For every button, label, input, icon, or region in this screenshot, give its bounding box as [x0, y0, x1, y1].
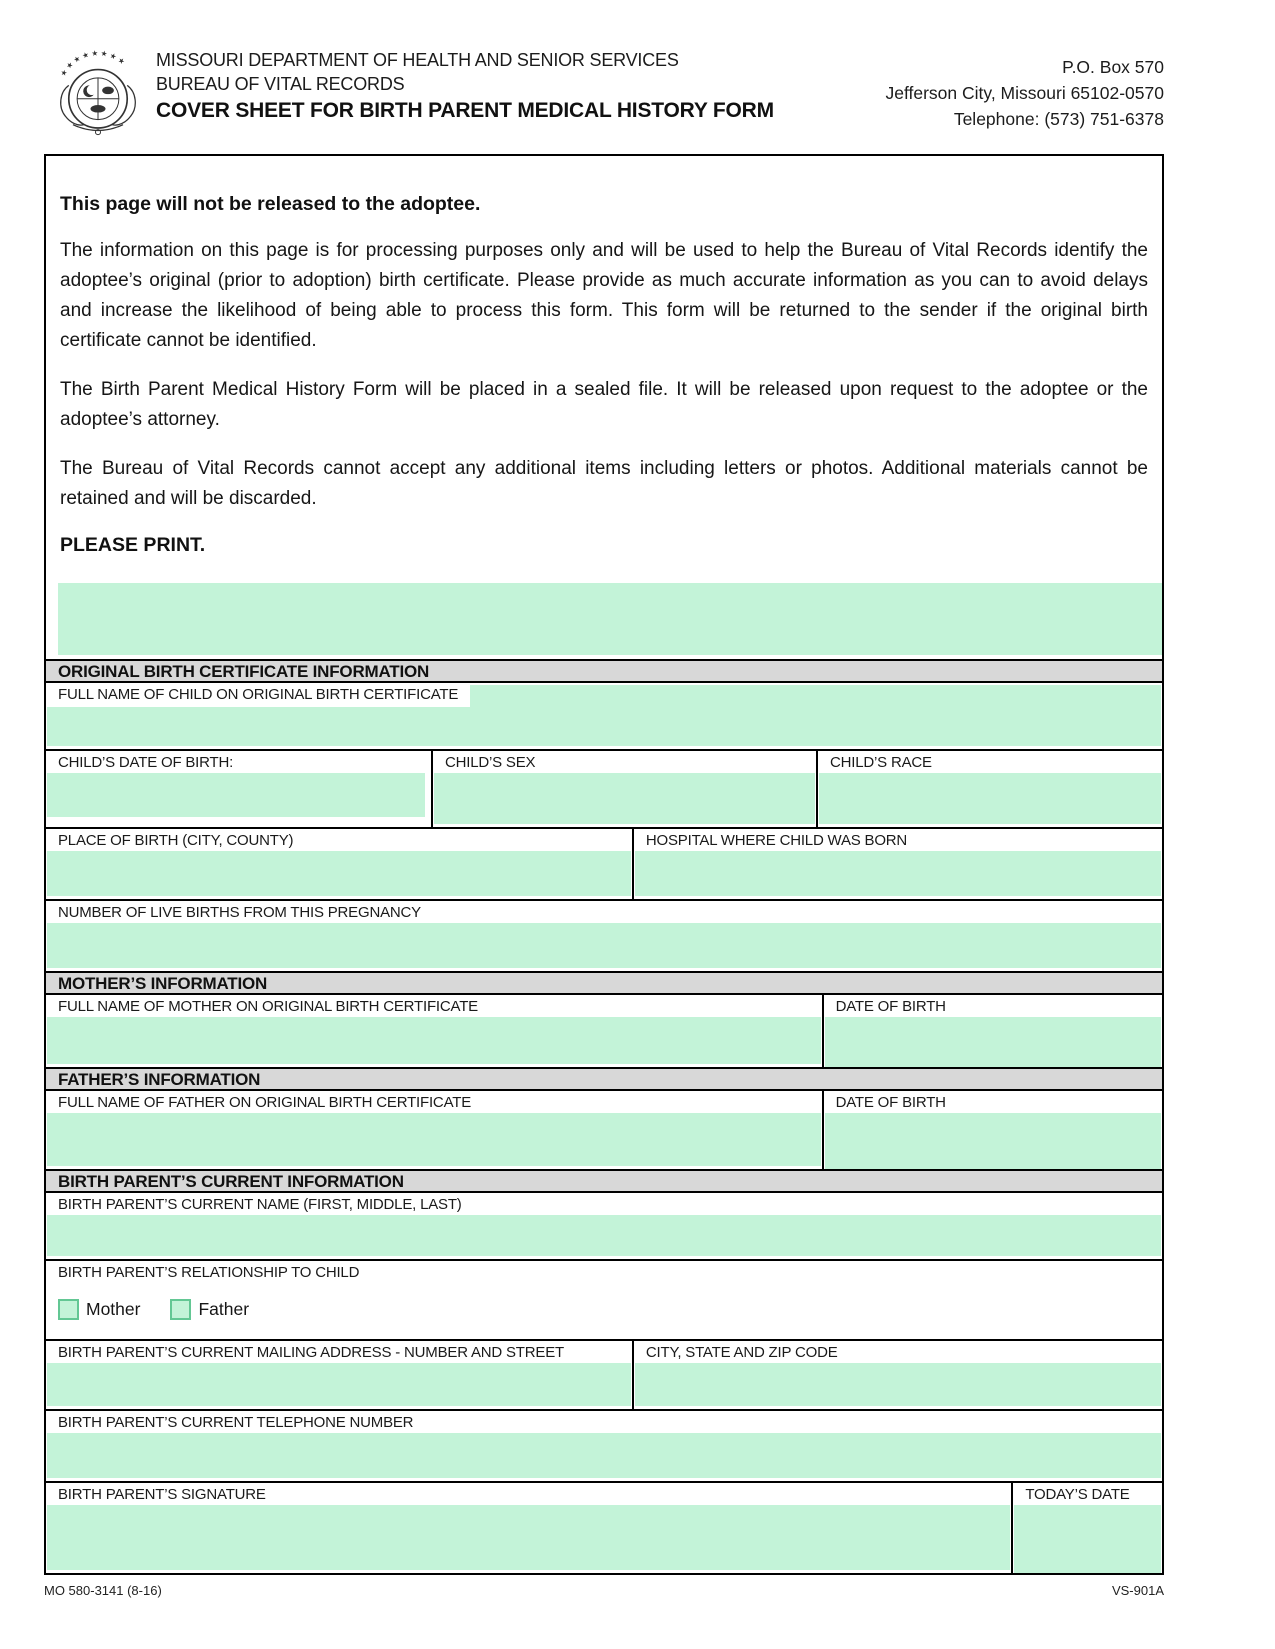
- please-print-label: PLEASE PRINT.: [60, 534, 206, 556]
- child-full-name-label: FULL NAME OF CHILD ON ORIGINAL BIRTH CERTIFICATE: [46, 683, 470, 707]
- child-sex-cell: [431, 751, 816, 827]
- intro-text: [46, 156, 1162, 557]
- relationship-checkbox-group: [58, 1299, 1162, 1320]
- city-state-zip-label: CITY, STATE AND ZIP CODE: [645, 1344, 838, 1361]
- child-sex-label: CHILD’S SEX: [445, 754, 536, 771]
- hospital-label: HOSPITAL WHERE CHILD WAS BORN: [645, 832, 908, 849]
- intro-paragraph-3: The Bureau of Vital Records cannot accept any additional items including letters or photos. Additional materials cannot be retained and will be discarded.: [60, 458, 1148, 509]
- signature-field[interactable]: [47, 1505, 1010, 1570]
- live-births-label: NUMBER OF LIVE BIRTHS FROM THIS PREGNANCY: [58, 904, 421, 921]
- todays-date-cell: [1011, 1483, 1162, 1573]
- mother-name-label: FULL NAME OF MOTHER ON ORIGINAL BIRTH CERTIFICATE: [58, 998, 478, 1015]
- bureau-name: BUREAU OF VITAL RECORDS: [156, 74, 405, 94]
- relationship-cell: [46, 1261, 1162, 1339]
- row-place-hospital: [46, 829, 1162, 901]
- address-po-box: P.O. Box 570: [1062, 57, 1164, 77]
- address-city-line: Jefferson City, Missouri 65102-0570: [885, 83, 1164, 103]
- row-mother: [46, 995, 1162, 1067]
- row-child-name: [46, 683, 1162, 751]
- signature-cell: [46, 1483, 1011, 1573]
- city-state-zip-field[interactable]: [635, 1363, 1161, 1406]
- relationship-mother-label: Mother: [86, 1299, 141, 1319]
- agency-name: MISSOURI DEPARTMENT OF HEALTH AND SENIOR SERVICES: [156, 50, 679, 70]
- child-sex-field[interactable]: [434, 773, 815, 824]
- section-original-birth-certificate: ORIGINAL BIRTH CERTIFICATE INFORMATION: [46, 659, 1162, 683]
- row-telephone: [46, 1411, 1162, 1483]
- child-race-label: CHILD’S RACE: [830, 754, 932, 771]
- place-of-birth-field[interactable]: [47, 851, 631, 896]
- father-dob-cell: [822, 1091, 1162, 1169]
- mother-dob-cell: [822, 995, 1162, 1067]
- address-telephone: Telephone: (573) 751-6378: [953, 109, 1164, 129]
- child-dob-cell: [46, 751, 431, 827]
- father-name-field[interactable]: [47, 1113, 821, 1166]
- current-name-label: BIRTH PARENT’S CURRENT NAME (FIRST, MIDDLE, LAST): [58, 1196, 462, 1213]
- form-footer: [44, 1583, 1164, 1598]
- row-father: [46, 1091, 1162, 1169]
- missouri-state-seal-icon: [56, 42, 140, 138]
- live-births-field[interactable]: [47, 923, 1161, 968]
- mailing-address-field[interactable]: [47, 1363, 631, 1406]
- relationship-father-checkbox[interactable]: [170, 1299, 191, 1320]
- todays-date-label: TODAY’S DATE: [1025, 1486, 1130, 1503]
- telephone-label: BIRTH PARENT’S CURRENT TELEPHONE NUMBER: [58, 1414, 414, 1431]
- row-live-births: [46, 901, 1162, 971]
- place-of-birth-label: PLACE OF BIRTH (CITY, COUNTY): [58, 832, 294, 849]
- child-race-field[interactable]: [819, 773, 1161, 824]
- mother-name-cell: [46, 995, 822, 1067]
- child-race-cell: [816, 751, 1162, 827]
- relationship-father-label: Father: [198, 1299, 250, 1319]
- section-birth-parent-current: BIRTH PARENT’S CURRENT INFORMATION: [46, 1169, 1162, 1193]
- print-area-field[interactable]: [58, 583, 1162, 655]
- father-dob-field[interactable]: [825, 1113, 1161, 1169]
- todays-date-field[interactable]: [1014, 1505, 1161, 1573]
- mother-name-field[interactable]: [47, 1017, 821, 1064]
- mother-dob-label: DATE OF BIRTH: [835, 998, 946, 1015]
- telephone-field[interactable]: [47, 1433, 1161, 1478]
- hospital-field[interactable]: [635, 851, 1161, 896]
- mailing-address-cell: [46, 1341, 632, 1409]
- row-signature: [46, 1483, 1162, 1573]
- form-code: VS-901A: [1111, 1583, 1164, 1598]
- signature-label: BIRTH PARENT’S SIGNATURE: [58, 1486, 266, 1503]
- current-name-cell: [46, 1193, 1162, 1259]
- father-dob-label: DATE OF BIRTH: [835, 1094, 946, 1111]
- section-father-information: FATHER’S INFORMATION: [46, 1067, 1162, 1091]
- hospital-cell: [632, 829, 1162, 899]
- mailing-address-label: BIRTH PARENT’S CURRENT MAILING ADDRESS - NUMBER AND STREET: [58, 1344, 564, 1361]
- child-dob-field[interactable]: [47, 773, 425, 817]
- agency-address: [885, 42, 1164, 132]
- mother-dob-field[interactable]: [825, 1017, 1161, 1067]
- form-title: COVER SHEET FOR BIRTH PARENT MEDICAL HISTORY FORM: [156, 99, 774, 122]
- telephone-cell: [46, 1411, 1162, 1481]
- city-state-zip-cell: [632, 1341, 1162, 1409]
- form-number: MO 580-3141 (8-16): [44, 1583, 162, 1598]
- row-child-dob-sex-race: [46, 751, 1162, 829]
- place-of-birth-cell: [46, 829, 632, 899]
- form-body: [44, 154, 1164, 1575]
- child-name-cell: [46, 683, 1162, 749]
- live-births-cell: [46, 901, 1162, 971]
- current-name-field[interactable]: [47, 1215, 1161, 1256]
- relationship-mother-checkbox[interactable]: [58, 1299, 79, 1320]
- intro-paragraph-2: The Birth Parent Medical History Form will be placed in a sealed file. It will be released upon request to the adoptee or the adoptee’s attorney.: [60, 379, 1148, 430]
- svg-text:★ ★ ★ ★ ★ ★ ★ ★: ★ ★ ★ ★ ★ ★ ★ ★: [58, 48, 127, 79]
- form-header: [56, 42, 1164, 138]
- intro-paragraph-1: The information on this page is for processing purposes only and will be used to help the Bureau of Vital Records identify the adoptee’s original (prior to adoption) birth certificate. Please provide as much accurate information as you can to avoid delays and increase the likelihood of being able to process this form. This form will be returned to the sender if the original birth certificate cannot be identified.: [60, 240, 1148, 351]
- father-name-label: FULL NAME OF FATHER ON ORIGINAL BIRTH CERTIFICATE: [58, 1094, 472, 1111]
- row-current-name: [46, 1193, 1162, 1261]
- title-block: [156, 42, 885, 124]
- section-mother-information: MOTHER’S INFORMATION: [46, 971, 1162, 995]
- row-relationship: [46, 1261, 1162, 1341]
- child-dob-label: CHILD’S DATE OF BIRTH:: [58, 754, 234, 771]
- notice-text: This page will not be released to the adoptee.: [60, 193, 481, 215]
- relationship-label: BIRTH PARENT’S RELATIONSHIP TO CHILD: [58, 1264, 360, 1281]
- row-mailing-address: [46, 1341, 1162, 1411]
- father-name-cell: [46, 1091, 822, 1169]
